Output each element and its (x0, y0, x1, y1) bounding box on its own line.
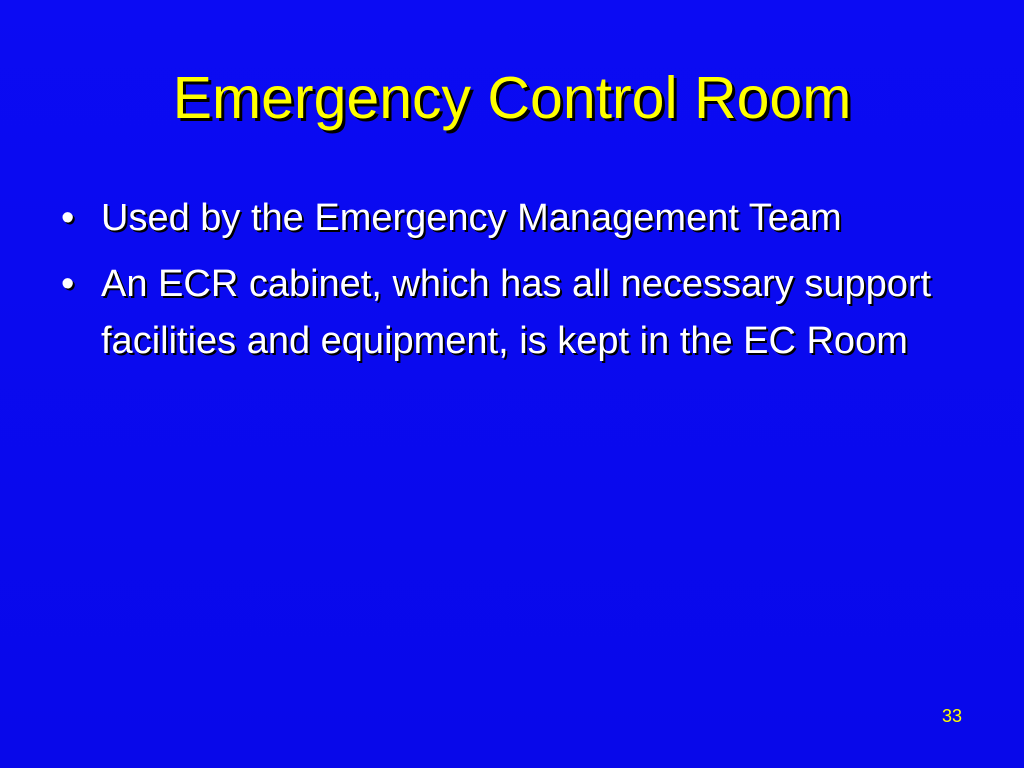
bullet-item (57, 190, 977, 247)
page-number: 33 (941, 706, 962, 726)
bullet-item (57, 256, 977, 370)
bullet-list (57, 190, 977, 379)
bullet-icon: • (61, 197, 75, 239)
bullet-text: Used by the Emergency Management Team (101, 197, 842, 239)
slide-title: Emergency Control Room (172, 65, 852, 131)
bullet-text: An ECR cabinet, which has all necessary support facilities and equipment, is kept in the EC Room (101, 263, 932, 362)
bullet-icon: • (61, 263, 75, 305)
